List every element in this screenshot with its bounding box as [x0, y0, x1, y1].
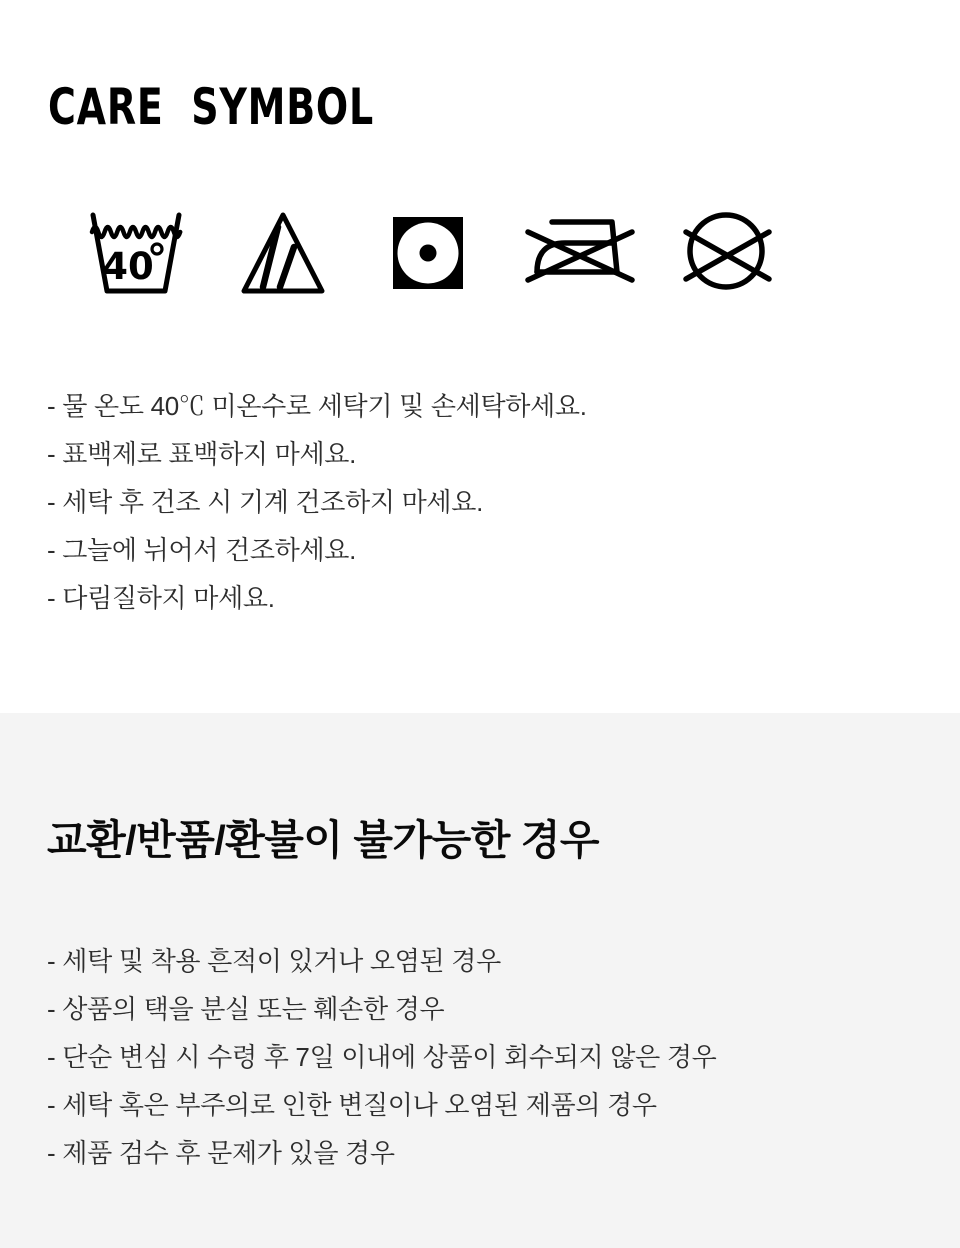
care-instructions-list	[47, 382, 587, 622]
return-policy-section	[0, 713, 960, 1248]
bleach-triangle-stripes-icon	[239, 211, 325, 295]
care-instruction-item: - 그늘에 뉘어서 건조하세요.	[47, 535, 357, 565]
tumble-dry-dot-icon	[389, 211, 467, 295]
care-symbols-row	[0, 211, 960, 295]
return-policy-item: - 상품의 택을 분실 또는 훼손한 경우	[47, 994, 445, 1024]
care-symbol-title: CARE SYMBOL	[48, 78, 374, 136]
do-not-dry-clean-icon	[676, 211, 776, 295]
return-policy-item: - 세탁 및 착용 흔적이 있거나 오염된 경우	[47, 946, 501, 976]
care-instruction-item: - 다림질하지 마세요.	[47, 583, 275, 613]
care-instruction-item: - 세탁 후 건조 시 기계 건조하지 마세요.	[47, 487, 483, 517]
wash-temp-label: 40	[102, 245, 154, 288]
care-instruction-item: - 표백제로 표백하지 마세요.	[47, 439, 357, 469]
return-policy-item: - 세탁 혹은 부주의로 인한 변질이나 오염된 제품의 경우	[47, 1090, 657, 1120]
care-instruction-item: - 물 온도 40℃ 미온수로 세탁기 및 손세탁하세요.	[47, 391, 587, 421]
return-policy-title: 교환/반품/환불이 불가능한 경우	[47, 817, 599, 863]
return-policy-item: - 단순 변심 시 수령 후 7일 이내에 상품이 회수되지 않은 경우	[47, 1042, 717, 1072]
return-policy-item: - 제품 검수 후 문제가 있을 경우	[47, 1138, 395, 1168]
machine-wash-40-icon	[84, 211, 188, 295]
return-policy-list	[47, 937, 716, 1177]
do-not-iron-icon	[517, 211, 639, 295]
